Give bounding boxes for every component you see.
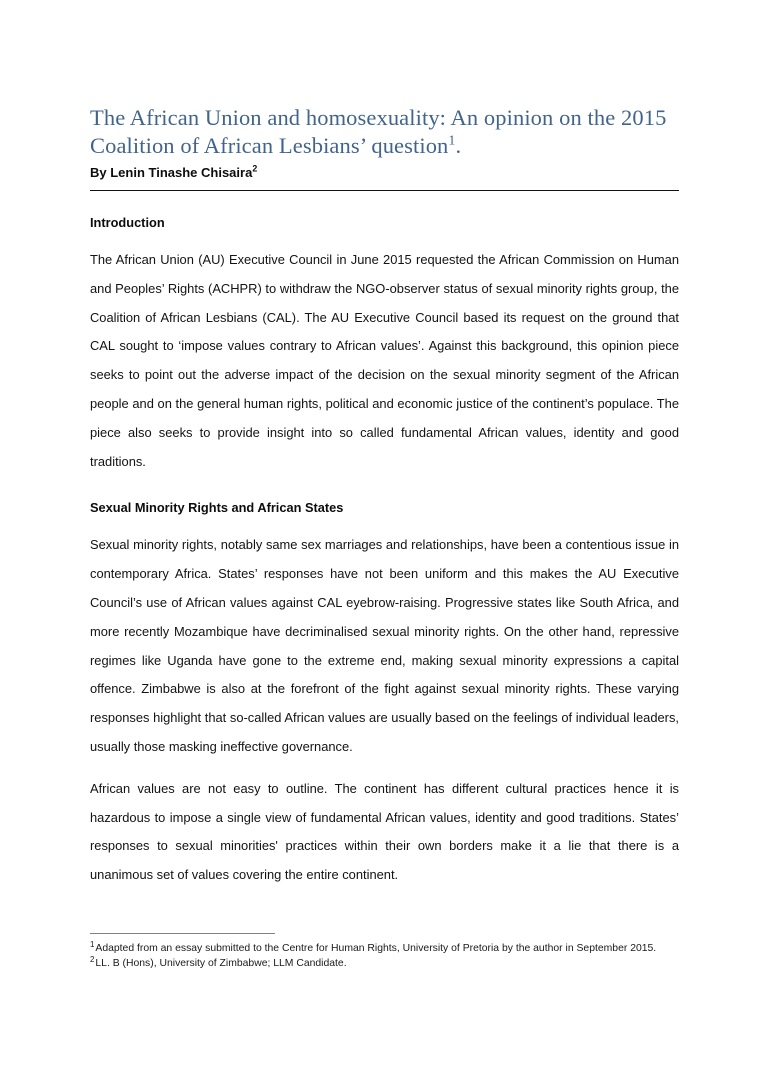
title-footnote-marker[interactable]: 1 xyxy=(448,133,456,149)
page-title-line-1: The African Union and homosexuality: An opinion on the 2015 xyxy=(90,105,667,130)
section-heading-sexual-minority-rights: Sexual Minority Rights and African States xyxy=(90,500,344,516)
footnote-separator xyxy=(90,933,275,934)
byline-footnote-marker[interactable]: 2 xyxy=(252,163,258,174)
section-heading-introduction: Introduction xyxy=(90,215,165,230)
footnote-2-marker: 2 xyxy=(90,954,95,964)
document-content xyxy=(90,104,679,890)
author-name: By Lenin Tinashe Chisaira xyxy=(90,165,253,180)
author-byline xyxy=(90,164,679,182)
paragraph-introduction-1: The African Union (AU) Executive Council in June 2015 requested the African Commission on Human and Peoples’ Rights (ACHPR) to withdraw the NGO-observer status of sexual minority rights group, the Coalition of African Lesbians (CAL). The AU Executive Council based its request on the ground that CAL sought to ‘impose values contrary to African values’. Against this background, this opinion piece seeks to point out the adverse impact of the decision on the sexual minority segment of the African people and on the general human rights, political and economic justice of the continent’s populace. The piece also seeks to provide insight into so called fundamental African values, identity and good traditions. xyxy=(90,252,679,469)
paragraph-sexual-minority-rights-1: Sexual minority rights, notably same sex marriages and relationships, have been a contentious issue in contemporary Africa. States’ responses have not been uniform and this makes the AU Executive Council’s use of African values against CAL eyebrow-raising. Progressive states like South Africa, and more recently Mozambique have decriminalised sexual minority rights. On the other hand, repressive regimes like Uganda have gone to the extreme end, making sexual minority expressions a capital offence. Zimbabwe is also at the forefront of the fight against sexual minority rights. These varying responses highlight that so-called African values are usually based on the feelings of individual leaders, usually those masking ineffective governance. xyxy=(90,537,679,754)
paragraph-sexual-minority-rights-2: African values are not easy to outline. The continent has different cultural practices hence it is hazardous to impose a single view of fundamental African values, identity and good traditions. States’ responses to sexual minorities' practices within their own borders make it a lie that there is a unanimous set of values covering the entire continent. xyxy=(90,780,679,883)
title-trailing-period: . xyxy=(455,133,462,158)
footnote-2 xyxy=(90,956,679,971)
page-title-line-2: Coalition of African Lesbians’ question xyxy=(90,133,449,158)
footnote-1-text: Adapted from an essay submitted to the Centre for Human Rights, University of Pretoria by the author in September 2015. xyxy=(95,943,657,954)
footnote-1 xyxy=(90,941,679,956)
page-title xyxy=(90,104,679,160)
footnote-2-text: LL. B (Hons), University of Zimbabwe; LLM Candidate. xyxy=(95,958,347,970)
footnote-1-marker: 1 xyxy=(90,939,95,949)
footnotes-area xyxy=(90,933,679,972)
